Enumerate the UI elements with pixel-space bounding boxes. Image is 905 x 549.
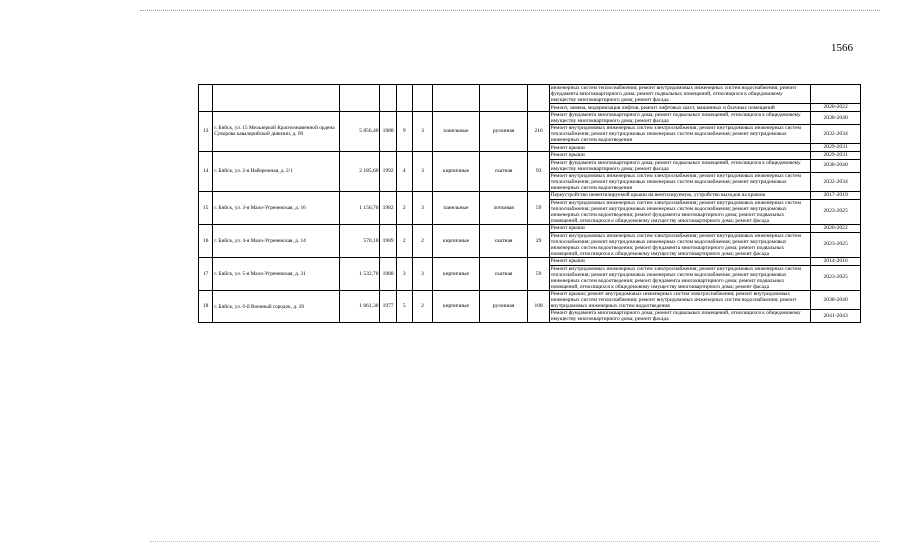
walls-cell: кирпичные (433, 290, 480, 322)
repair-program-table (198, 84, 861, 323)
address-cell: г. Бийск, ул. 6-й Военный городок, д. 39 (213, 290, 340, 322)
area-cell: 1 156,70 (339, 192, 380, 225)
work-period-cell: 2023-2025 (811, 199, 861, 224)
apartments-cell: 216 (528, 111, 549, 151)
entrances-cell: 3 (412, 192, 432, 225)
work-period-cell: 2038-2040 (811, 159, 861, 172)
walls-cell: кирпичные (433, 151, 480, 191)
table-row (199, 192, 861, 200)
work-period-cell: 2032-2034 (811, 125, 861, 144)
floors-cell: 2 (396, 192, 412, 225)
area-cell: 2 185,60 (339, 151, 380, 191)
year-cell: 1977 (380, 290, 396, 322)
year-cell: 1982 (380, 192, 396, 225)
work-period-cell: 2023-2025 (811, 232, 861, 257)
entrances-cell: 2 (412, 224, 432, 257)
work-description-cell: Ремонт внутридомовых инженерных систем электроснабжения; ремонт внутридомовых инженерных систем теплоснабжения; ремонт внутридомовых инженерных систем водоснабжения; ремонт внутридомовых инженерных систем водоотведения (549, 125, 811, 144)
work-period-cell: 2023-2025 (811, 265, 861, 290)
row-number-cell: 17 (199, 257, 213, 290)
apartments-cell: 108 (528, 290, 549, 322)
row-number-cell: 18 (199, 290, 213, 322)
roof-cell: скатная (479, 257, 528, 290)
walls-cell (433, 85, 480, 112)
row-number-cell: 16 (199, 224, 213, 257)
entrances-cell: 3 (412, 257, 432, 290)
page-number: 1566 (831, 42, 853, 54)
scan-edge-top (140, 10, 880, 11)
work-description-cell: Ремонт крыши (549, 257, 811, 265)
work-period-cell: 2038-2040 (811, 111, 861, 124)
table-row (199, 85, 861, 104)
roof-cell: скатная (479, 224, 528, 257)
apartments-cell: 29 (528, 224, 549, 257)
row-number-cell: 15 (199, 192, 213, 225)
roof-cell: рулонная (479, 111, 528, 151)
entrances-cell: 2 (412, 290, 432, 322)
work-period-cell: 2017-2019 (811, 192, 861, 200)
table-row (199, 111, 861, 124)
year-cell: 1988 (380, 111, 396, 151)
work-period-cell: 2020-2022 (811, 224, 861, 232)
address-cell: г. Бийск, ул. 5-я Мало-Угреневская, д. 31 (213, 257, 340, 290)
floors-cell (396, 85, 412, 112)
table-row (199, 151, 861, 159)
apartments-cell (528, 85, 549, 112)
roof-cell: лотковая (479, 192, 528, 225)
apartments-cell: 59 (528, 257, 549, 290)
roof-cell: скатная (479, 151, 528, 191)
area-cell: 5 856,40 (339, 111, 380, 151)
work-description-cell: Ремонт крыши (549, 151, 811, 159)
year-cell: 1992 (380, 151, 396, 191)
year-cell: 1989 (380, 224, 396, 257)
apartments-cell: 59 (528, 192, 549, 225)
work-description-cell: Ремонт внутридомовых инженерных систем электроснабжения; ремонт внутридомовых инженерных систем теплоснабжения; ремонт внутридомовых инженерных систем водоснабжения; ремонт внутридомовых инженерных систем водоотведения; ремонт фундамента многоквартирного дома; ремонт подвальных помещений, относящихся к общедомовому имуществу многоквартирного дома; ремонт фасада (549, 199, 811, 224)
work-description-cell: инженерных систем теплоснабжения; ремонт внутридомовых инженерных систем водоснабжения; ремонт фундамента многоквартирного дома; ремонт подвальных помещений, относящихся к общедомовому имуществу многоквартирного дома; ремонт фасада (549, 85, 811, 104)
entrances-cell: 3 (412, 111, 432, 151)
area-cell: 1 061,30 (339, 290, 380, 322)
floors-cell: 5 (396, 290, 412, 322)
work-description-cell: Ремонт крыши (549, 224, 811, 232)
work-description-cell: Ремонт крыши (549, 144, 811, 152)
work-period-cell: 2032-2034 (811, 172, 861, 191)
work-description-cell: Ремонт фундамента многоквартирного дома; ремонт подвальных помещений, относящихся к общедомовому имуществу многоквартирного дома; ремонт фасада (549, 159, 811, 172)
floors-cell: 9 (396, 111, 412, 151)
walls-cell: панельные (433, 111, 480, 151)
roof-cell (479, 85, 528, 112)
year-cell (380, 85, 396, 112)
entrances-cell (412, 85, 432, 112)
table-row (199, 257, 861, 265)
address-cell (213, 85, 340, 112)
work-period-cell: 2038-2040 (811, 290, 861, 309)
work-description-cell: Ремонт фундамента многоквартирного дома; ремонт подвальных помещений, относящихся к общедомовому имуществу многоквартирного дома; ремонт фасада (549, 111, 811, 124)
scan-edge-bottom (150, 541, 880, 542)
address-cell: г. Бийск, ул. 15 Мельзеркой Краснознаменной ордена Суворова кавалерийской дивизии, д. 69 (213, 111, 340, 151)
roof-cell: рулонная (479, 290, 528, 322)
work-description-cell: Ремонт крыши; ремонт внутридомовых инженерных систем электроснабжения; ремонт внутридомовых инженерных систем теплоснабжения; ремонт внутридомовых инженерных систем водоснабжения; ремонт внутридомовых инженерных систем водоотведения (549, 290, 811, 309)
floors-cell: 3 (396, 257, 412, 290)
walls-cell: кирпичные (433, 224, 480, 257)
row-number-cell: 13 (199, 111, 213, 151)
work-period-cell: 2029-2031 (811, 151, 861, 159)
work-description-cell: Ремонт, замена, модернизация лифтов, ремонт лифтовых шахт, машинных и блочных помещений (549, 104, 811, 112)
work-description-cell: Ремонт внутридомовых инженерных систем электроснабжения; ремонт внутридомовых инженерных систем теплоснабжения; ремонт внутридомовых инженерных систем водоснабжения; ремонт внутридомовых инженерных систем водоотведения; ремонт фундамента многоквартирного дома; ремонт подвальных помещений, относящихся к общедомовому имуществу многоквартирного дома; ремонт фасада (549, 232, 811, 257)
apartments-cell: 93 (528, 151, 549, 191)
work-description-cell: Переустройство невентилируемой крыши на вентилируемую, устройство выходов на кровлю (549, 192, 811, 200)
table-row (199, 290, 861, 309)
address-cell: г. Бийск, ул. 4-я Мало-Угреневская, д. 14 (213, 224, 340, 257)
row-number-cell (199, 85, 213, 112)
area-cell (339, 85, 380, 112)
floors-cell: 2 (396, 224, 412, 257)
work-period-cell: 2020-2022 (811, 104, 861, 112)
entrances-cell: 3 (412, 151, 432, 191)
work-period-cell: 2014-2016 (811, 257, 861, 265)
work-period-cell (811, 85, 861, 104)
work-description-cell: Ремонт внутридомовых инженерных систем электроснабжения; ремонт внутридомовых инженерных систем теплоснабжения; ремонт внутридомовых инженерных систем водоснабжения; ремонт внутридомовых инженерных систем водоотведения; ремонт фундамента многоквартирного дома; ремонт подвальных помещений, относящихся к общедомовому имуществу многоквартирного дома; ремонт фасада (549, 265, 811, 290)
floors-cell: 4 (396, 151, 412, 191)
address-cell: г. Бийск, ул. 3-я Мало-Угреневская, д. 16 (213, 192, 340, 225)
work-period-cell: 2029-2031 (811, 144, 861, 152)
row-number-cell: 14 (199, 151, 213, 191)
address-cell: г. Бийск, ул. 2-я Набережная, д. 2/1 (213, 151, 340, 191)
table-row (199, 224, 861, 232)
work-period-cell: 2041-2043 (811, 310, 861, 323)
walls-cell: кирпичные (433, 257, 480, 290)
year-cell: 1988 (380, 257, 396, 290)
walls-cell: панельные (433, 192, 480, 225)
area-cell: 570,10 (339, 224, 380, 257)
work-description-cell: Ремонт фундамента многоквартирного дома; ремонт подвальных помещений, относящихся к общедомовому имуществу многоквартирного дома; ремонт фасада (549, 310, 811, 323)
area-cell: 1 532,70 (339, 257, 380, 290)
work-description-cell: Ремонт внутридомовых инженерных систем электроснабжения; ремонт внутридомовых инженерных систем теплоснабжения; ремонт внутридомовых инженерных систем водоснабжения; ремонт внутридомовых инженерных систем водоотведения (549, 172, 811, 191)
